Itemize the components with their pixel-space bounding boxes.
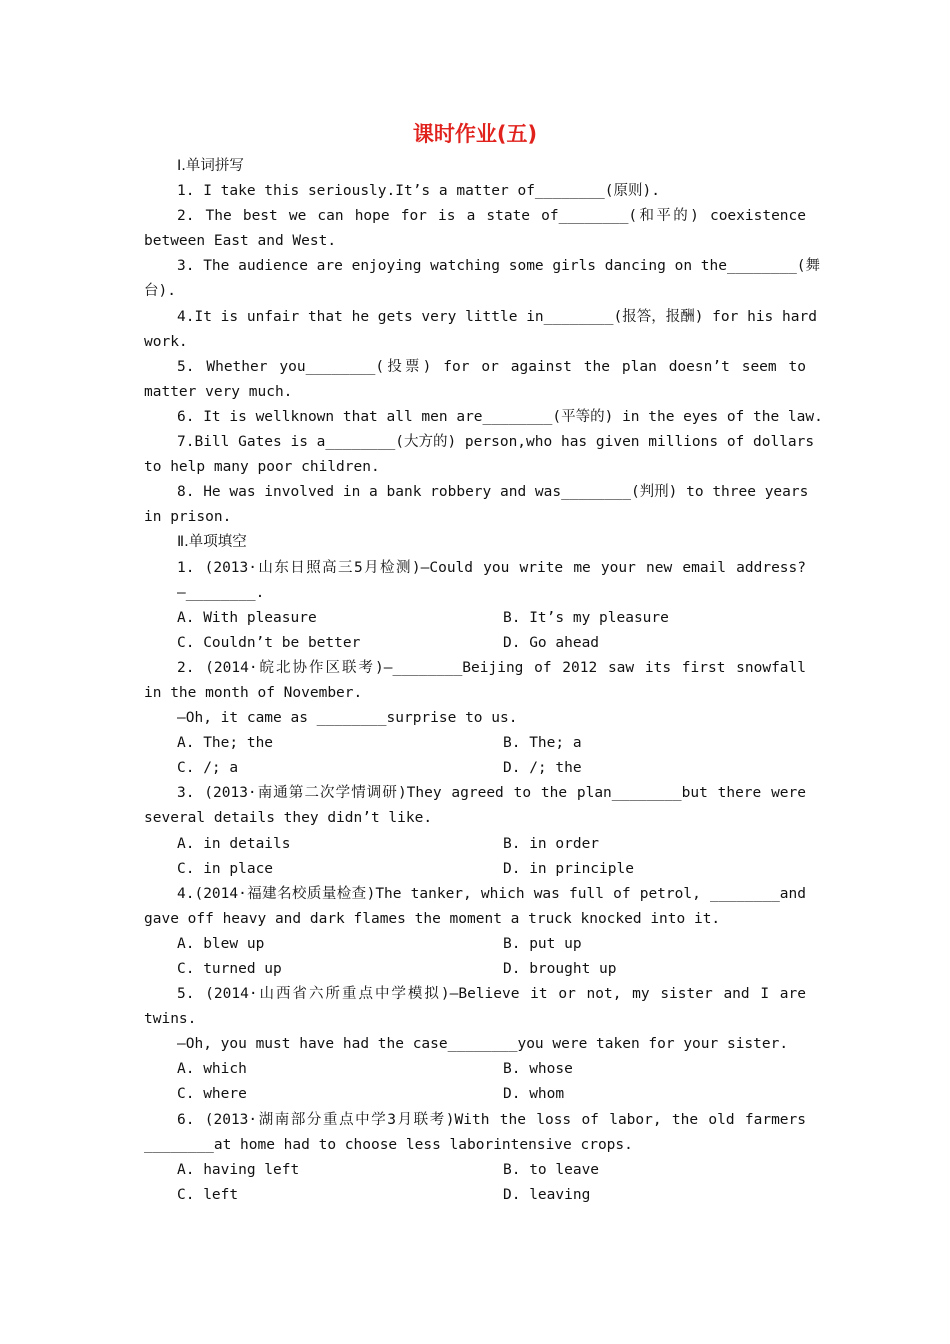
option-a: A. which — [177, 1061, 247, 1078]
option-d: D. /; the — [503, 760, 582, 777]
option-a: A. The; the — [177, 735, 274, 752]
choice-question-4-stem-cont: gave off heavy and dark flames the moment a truck knocked into it. — [144, 910, 721, 927]
option-c: C. left — [177, 1186, 239, 1203]
spelling-item-4-cont: work. — [144, 333, 188, 350]
option-a: A. With pleasure — [177, 609, 317, 626]
page-title: 课时作业(五) — [412, 122, 538, 146]
spelling-item-3: 3. The audience are enjoying watching some girls dancing on the________(舞 — [177, 258, 821, 275]
option-a: A. having left — [177, 1161, 300, 1178]
option-a: A. in details — [177, 835, 291, 852]
choice-question-1-stem: 1. (2013·山东日照高三5月检测)—Could you write me your new email address? — [177, 559, 806, 576]
spelling-item-2-cont: between East and West. — [144, 233, 337, 250]
option-b: B. It’s my pleasure — [503, 609, 669, 626]
spelling-item-4: 4.It is unfair that he gets very little in________(报答，报酬) for his hard — [177, 308, 817, 325]
choice-question-5-reply: —Oh, you must have had the case________you were taken for your sister. — [177, 1036, 789, 1053]
choice-question-3-stem: 3. (2013·南通第二次学情调研)They agreed to the plan________but there were — [177, 785, 806, 802]
choice-question-2-options-ab — [144, 731, 806, 756]
option-d: D. leaving — [503, 1186, 591, 1203]
worksheet-body — [144, 154, 823, 1208]
choice-question-5-stem-cont: twins. — [144, 1011, 197, 1028]
choice-question-4-stem: 4.(2014·福建名校质量检查)The tanker, which was full of petrol, ________and — [177, 885, 806, 902]
option-b: B. The; a — [503, 735, 582, 752]
option-b: B. put up — [503, 935, 582, 952]
spelling-item-8-cont: in prison. — [144, 509, 232, 526]
choice-question-2-stem-cont: in the month of November. — [144, 684, 363, 701]
option-d: D. in principle — [503, 860, 634, 877]
option-d: D. Go ahead — [503, 634, 600, 651]
option-b: B. in order — [503, 835, 600, 852]
choice-question-2-stem: 2. (2014·皖北协作区联考)—________Beijing of 2012 saw its first snowfall — [177, 659, 806, 676]
option-a: A. blew up — [177, 935, 265, 952]
choice-question-5-options-ab — [144, 1057, 806, 1082]
choice-question-1-blank: —________. — [177, 584, 265, 601]
section-heading-choice: Ⅱ.单项填空 — [177, 534, 247, 551]
spelling-item-3-cont: 台). — [144, 283, 176, 300]
choice-question-1-options-cd — [144, 631, 806, 656]
choice-question-3-options-cd — [144, 857, 806, 882]
choice-question-2-options-cd — [144, 756, 806, 781]
option-b: B. to leave — [503, 1161, 600, 1178]
spelling-item-8: 8. He was involved in a bank robbery and was________(判刑) to three years — [177, 484, 809, 501]
choice-question-3-options-ab — [144, 832, 806, 857]
spelling-item-5-cont: matter very much. — [144, 383, 293, 400]
choice-question-6-options-cd — [144, 1183, 806, 1208]
option-c: C. where — [177, 1086, 247, 1103]
option-c: C. in place — [177, 860, 274, 877]
choice-question-5-options-cd — [144, 1082, 806, 1107]
option-c: C. turned up — [177, 961, 282, 977]
option-d: D. brought up — [503, 961, 617, 977]
choice-question-5-stem: 5. (2014·山西省六所重点中学模拟)—Believe it or not, my sister and I are — [177, 986, 806, 1003]
choice-question-2-reply: —Oh, it came as ________surprise to us. — [177, 710, 518, 727]
choice-question-6-stem: 6. (2013·湖南部分重点中学3月联考)With the loss of labor, the old farmers — [177, 1111, 806, 1128]
spelling-item-7: 7.Bill Gates is a________(大方的) person,who has given millions of dollars — [177, 434, 815, 451]
option-b: B. whose — [503, 1061, 573, 1078]
choice-question-6-options-ab — [144, 1158, 806, 1183]
choice-question-4-options-cd — [144, 957, 806, 982]
spelling-item-5: 5. Whether you________(投票) for or against the plan doesn’t seem to — [177, 358, 806, 375]
spelling-item-6: 6. It is wellknown that all men are________(平等的) in the eyes of the law. — [177, 408, 823, 425]
choice-question-3-stem-cont: several details they didn’t like. — [144, 810, 433, 827]
option-d: D. whom — [503, 1086, 565, 1103]
choice-question-4-options-ab — [144, 932, 806, 957]
option-c: C. /; a — [177, 760, 239, 777]
choice-question-6-stem-cont: ________at home had to choose less laborintensive crops. — [144, 1136, 633, 1153]
spelling-item-2: 2. The best we can hope for is a state of________(和平的) coexistence — [177, 208, 806, 225]
spelling-item-7-cont: to help many poor children. — [144, 459, 380, 476]
choice-question-1-options-ab — [144, 606, 806, 631]
spelling-item-1: 1. I take this seriously.It’s a matter of________(原则). — [177, 183, 660, 200]
option-c: C. Couldn’t be better — [177, 634, 361, 651]
section-heading-spelling: Ⅰ.单词拼写 — [177, 158, 244, 174]
